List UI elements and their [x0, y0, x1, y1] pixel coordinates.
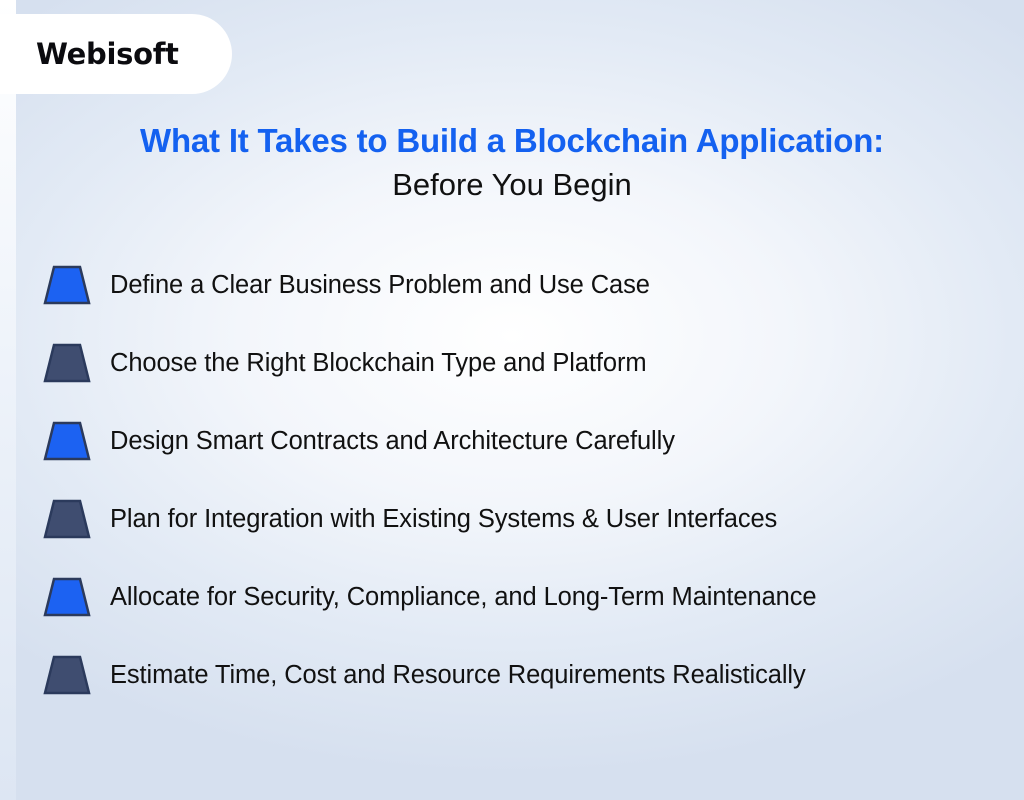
list-item	[40, 636, 1020, 714]
trapezoid-icon	[40, 340, 94, 386]
list-item-label: Allocate for Security, Compliance, and Long-Term Maintenance	[110, 582, 817, 611]
list-item	[40, 402, 1020, 480]
title-line-primary: What It Takes to Build a Blockchain Application:	[140, 122, 884, 159]
title-line-secondary: Before You Begin	[392, 166, 632, 202]
trapezoid-icon	[40, 652, 94, 698]
trapezoid-icon	[40, 496, 94, 542]
list-item	[40, 558, 1020, 636]
list-item-label: Define a Clear Business Problem and Use Case	[110, 270, 650, 299]
list-item-label: Estimate Time, Cost and Resource Requirements Realistically	[110, 660, 806, 689]
list-item-label: Design Smart Contracts and Architecture Carefully	[110, 426, 675, 455]
checklist	[40, 246, 1020, 714]
trapezoid-icon	[40, 262, 94, 308]
list-item	[40, 324, 1020, 402]
left-accent-bar	[0, 0, 16, 800]
brand-logo	[0, 14, 232, 94]
list-item	[40, 480, 1020, 558]
list-item	[40, 246, 1020, 324]
brand-wordmark: Webisoft	[36, 37, 179, 71]
list-item-label: Plan for Integration with Existing Systems & User Interfaces	[110, 504, 778, 533]
list-item-label: Choose the Right Blockchain Type and Platform	[110, 348, 647, 377]
page-title	[0, 122, 1024, 206]
trapezoid-icon	[40, 418, 94, 464]
trapezoid-icon	[40, 574, 94, 620]
